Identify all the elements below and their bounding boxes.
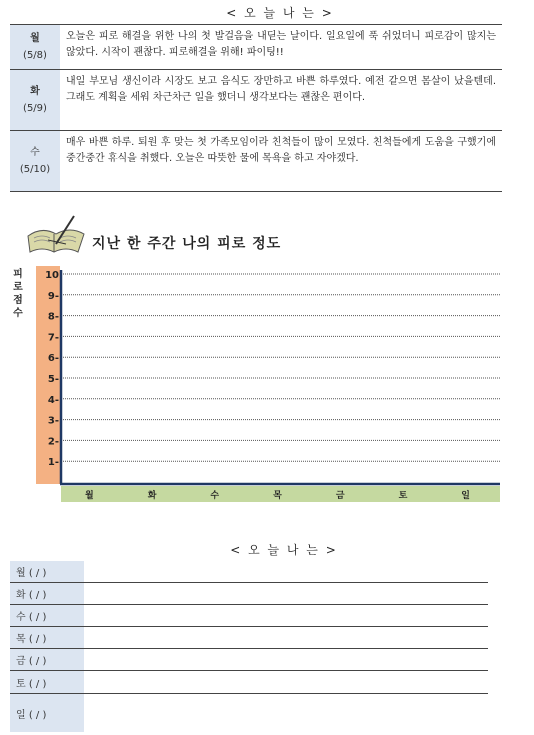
diary-row-mon (10, 24, 502, 70)
week-write-line[interactable] (84, 605, 488, 626)
diary-date: (5/10) (19, 164, 51, 175)
y-tick-label: 8- (47, 311, 59, 323)
top-header: < 오 늘 나 는 > (226, 6, 334, 20)
y-tick-label: 5- (47, 374, 59, 385)
diary-day-cell (10, 131, 60, 191)
week-row (10, 671, 488, 694)
week-row (10, 561, 488, 583)
chart-title: 지난 한 주간 나의 피로 정도 (92, 236, 282, 252)
diary-day-cell (10, 70, 60, 130)
week-day-label: 목 ( / ) (10, 627, 84, 648)
x-tick-label: 토 (398, 491, 408, 501)
fatigue-chart (0, 260, 534, 506)
book-pen-icon (26, 214, 88, 258)
week-row (10, 583, 488, 605)
diary-row-wed (10, 131, 502, 192)
week-row (10, 627, 488, 649)
diary-day: 화 (30, 86, 40, 97)
week-day-label: 토 ( / ) (10, 671, 84, 693)
week-day-label: 수 ( / ) (10, 605, 84, 626)
diary-table (10, 24, 502, 192)
week-write-line[interactable] (84, 627, 488, 648)
x-tick-label: 일 (461, 491, 470, 501)
diary-day-cell (10, 25, 60, 69)
y-axis-label: 피로점수 (13, 269, 23, 319)
y-tick-label: 9- (47, 290, 59, 302)
y-tick-label: 7- (47, 332, 59, 344)
diary-text: 매우 바쁜 하루. 퇴원 후 맞는 첫 가족모임이라 친척들이 많이 모였다. 친척들에게 도움을 구했기에 중간중간 휴식을 취했다. 오늘은 따뜻한 물에 목욕을 하고 자야겠다. (66, 137, 496, 164)
diary-day: 수 (30, 147, 40, 158)
week-row (10, 649, 488, 671)
x-tick-label: 화 (147, 491, 157, 501)
week-write-line[interactable] (84, 583, 488, 604)
y-tick-label: 4- (47, 394, 59, 406)
diary-date: (5/9) (23, 103, 47, 114)
diary-row-tue (10, 70, 502, 131)
bottom-header: < 오 늘 나 는 > (230, 543, 338, 557)
week-day-label: 금 ( / ) (10, 649, 84, 670)
week-day-label: 일 ( / ) (10, 694, 84, 732)
week-row (10, 694, 488, 732)
y-tick-label: 3- (47, 415, 59, 427)
week-day-label: 월 ( / ) (10, 561, 84, 582)
week-write-line[interactable] (84, 671, 488, 693)
diary-date: (5/8) (23, 50, 47, 61)
x-tick-label: 월 (85, 491, 94, 501)
y-tick-label: 2- (47, 436, 59, 448)
y-tick-label: 1- (47, 457, 59, 469)
x-tick-label: 목 (273, 491, 282, 501)
diary-day: 월 (30, 33, 40, 44)
y-tick-label: 10 (45, 270, 59, 281)
week-row (10, 605, 488, 627)
week-write-line[interactable] (84, 561, 488, 582)
y-tick-label: 6- (47, 353, 59, 365)
week-write-line[interactable] (84, 649, 488, 670)
weekly-log-table (10, 561, 488, 732)
week-write-line[interactable] (84, 694, 488, 732)
x-tick-label: 금 (335, 491, 345, 501)
diary-text: 오늘은 피로 해결을 위한 나의 첫 발걸음을 내딛는 날이다. 일요일에 푹 쉬었더니 피로감이 많지는 않았다. 시작이 괜찮다. 피로해결을 위해! 파이팅!! (66, 31, 496, 58)
diary-text: 내일 부모님 생신이라 시장도 보고 음식도 장만하고 바쁜 하루였다. 예전 같으면 몸살이 났을텐데. 그래도 계획을 세워 차근차근 일을 했더니 생각보다는 괜찮은 편이다. (66, 76, 496, 103)
week-day-label: 화 ( / ) (10, 583, 84, 604)
x-tick-label: 수 (210, 491, 220, 501)
